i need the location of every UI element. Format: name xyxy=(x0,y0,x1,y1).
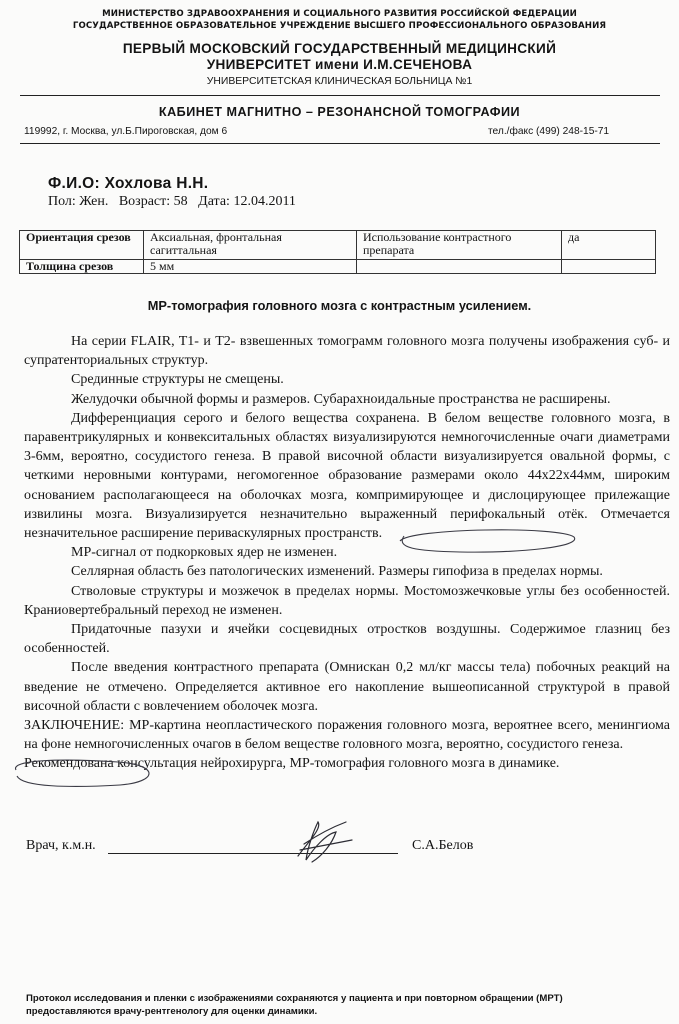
signature-scribble xyxy=(298,822,352,862)
contrast-value: да xyxy=(562,231,656,260)
table-row xyxy=(20,231,656,260)
conclusion: ЗАКЛЮЧЕНИЕ: МР-картина неопластического поражения головного мозга, вероятнее всего, менингиома на фоне немногочисленных очагов в белом веществе головного мозга, вероятно, сосудистого генеза. xyxy=(24,718,670,753)
orientation-value: Аксиальная, фронтальная сагиттальная xyxy=(144,231,357,260)
report-paragraph: Селлярная область без патологических изменений. Размеры гипофиза в пределах нормы. xyxy=(71,564,603,580)
cabinet-title: КАБИНЕТ МАГНИТНО – РЕЗОНАНСНОЙ ТОМОГРАФИИ xyxy=(158,105,521,119)
footer-line-1: Протокол исследования и пленки с изображениями сохраняются у пациента и при повторном обращении (МРТ) xyxy=(26,993,563,1004)
empty-cell xyxy=(357,260,562,274)
contrast-label: Использование контрастного препарата xyxy=(357,231,562,260)
orientation-label: Ориентация срезов xyxy=(20,231,144,260)
report-paragraph: Желудочки обычной формы и размеров. Субарахноидальные пространства не расширены. xyxy=(71,391,611,407)
ministry-line: МИНИСТЕРСТВО ЗДРАВООХРАНЕНИЯ И СОЦИАЛЬНОГО РАЗВИТИЯ РОССИЙСКОЙ ФЕДЕРАЦИИ xyxy=(102,9,577,19)
report-paragraph: На серии FLAIR, T1- и T2- взвешенных томограмм головного мозга получены изображения суб- и супратенториальных структур. xyxy=(24,334,670,369)
report-paragraph: Срединные структуры не смещены. xyxy=(71,372,284,388)
report-body xyxy=(24,332,670,774)
header-divider xyxy=(20,95,660,96)
address-divider xyxy=(20,143,660,144)
patient-info: Пол: Жен. Возраст: 58 Дата: 12.04.2011 xyxy=(48,194,296,209)
scan-parameters-table xyxy=(19,230,656,274)
report-paragraph: Придаточные пазухи и ячейки сосцевидных отростков воздушны. Содержимое глазниц без особенностей. xyxy=(24,622,670,657)
patient-name: Ф.И.О: Хохлова Н.Н. xyxy=(48,175,209,192)
signature-label: Врач, к.м.н. xyxy=(26,838,96,853)
recommendation: Рекомендована консультация нейрохирурга, МР-томография головного мозга в динамике. xyxy=(24,756,560,772)
report-paragraph: Стволовые структуры и мозжечок в пределах нормы. Мостомозжечковые углы без особенностей. Краниовертебральный переход не изменен. xyxy=(24,583,670,618)
doctor-name: С.А.Белов xyxy=(412,838,474,853)
signature-line xyxy=(108,853,398,854)
footer-line-2: предоставляются врачу-рентгенологу для оценки динамики. xyxy=(26,1006,318,1017)
empty-cell xyxy=(562,260,656,274)
university-line-2: УНИВЕРСИТЕТ имени И.М.СЕЧЕНОВА xyxy=(206,57,473,72)
clinic-phone: тел./факс (499) 248-15-71 xyxy=(488,126,610,137)
clinic-address: 119992, г. Москва, ул.Б.Пироговская, дом 6 xyxy=(24,126,228,137)
thickness-value: 5 мм xyxy=(144,260,357,274)
report-paragraph: Дифференциация серого и белого вещества сохранена. В белом веществе головного мозга, в паравентрикулярных и конвекситальных областях визуализируются немногочисленные очаги диаметрами 3-6мм, вероятно, сосудистого генеза. В правой височной области визуализируется овальной формы, с четкими неровными контурами, негомогенное образование размерами около 44х22х44мм, широким основанием располагающееся на оболочках мозга, компримирующее и дислоцирующее прилежащие извилины мозга. Визуализируется незначительно выраженный перифокальный отёк. Отмечается незначительное расширение периваскулярных пространств. xyxy=(24,410,670,542)
institution-type-line: ГОСУДАРСТВЕННОЕ ОБРАЗОВАТЕЛЬНОЕ УЧРЕЖДЕНИЕ ВЫСШЕГО ПРОФЕССИОНАЛЬНОГО ОБРАЗОВАНИЯ xyxy=(72,21,607,31)
thickness-label: Толщина срезов xyxy=(20,260,144,274)
hospital-line: УНИВЕРСИТЕТСКАЯ КЛИНИЧЕСКАЯ БОЛЬНИЦА №1 xyxy=(206,76,473,87)
table-row xyxy=(20,260,656,274)
report-title: МР-томография головного мозга с контрастным усилением. xyxy=(147,298,532,313)
university-line-1: ПЕРВЫЙ МОСКОВСКИЙ ГОСУДАРСТВЕННЫЙ МЕДИЦИНСКИЙ xyxy=(122,41,557,56)
report-paragraph: После введения контрастного препарата (Омнискан 0,2 мл/кг массы тела) побочных реакций на введение не отмечено. Определяется активное его накопление вышеописанной структурой в правой височной области с вовлечением оболочек мозга. xyxy=(24,660,670,714)
report-paragraph: МР-сигнал от подкорковых ядер не изменен. xyxy=(71,545,338,561)
